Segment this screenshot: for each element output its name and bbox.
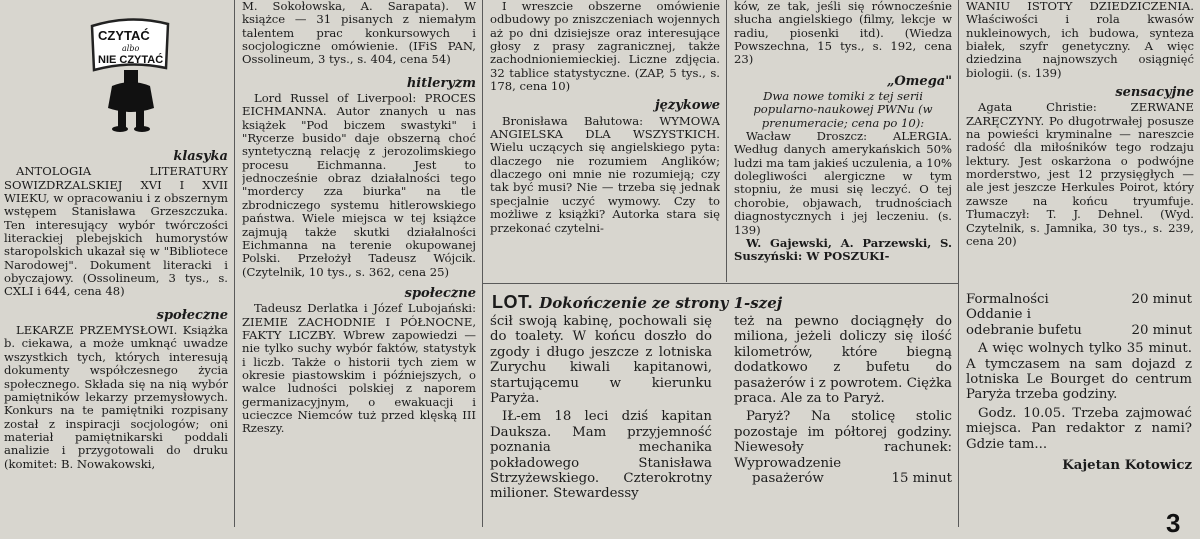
omega-intro: Dwa nowe tomiki z tej serii popularno-naukowej PWNu (w prenumeracie; cena po 10): — [753, 89, 933, 130]
lot-paragraph: Godz. 10.05. Trzeba zajmować miejsca. Pan redaktor z nami? Gdzie tam... — [966, 405, 1192, 452]
column-rule — [958, 0, 959, 527]
category-omega: „Omega" — [886, 73, 952, 89]
lot-paragraph: ścił swoją kabinę, pochowali się do toalety. W końcu doszło do zgody i długo jeszcze z lotniska Zurychu kiwali kapitanowi, startującemu w kierunku Paryża. — [490, 314, 712, 407]
lot-paragraph: IŁ-em 18 leci dziś kapitan Dauksza. Mam przyjemność poznania mechanika pokładowego Stanisława Strzyżewskiego. Czterokrotny milioner. Stewardessy — [490, 409, 712, 502]
review-continuation-5: WANIU ISTOTY DZIEDZICZENIA. Właściwości i rola kwasów nukleinowych, ich budowa, synteza białek, szyfr genetyczny. A więc dziedzina najnowszych osiągnięć biologii. (s. 139) — [966, 0, 1194, 80]
review-continuation-3: I wreszcie obszerne omówienie odbudowy po zniszczeniach wojennych aż po dni dzisiejsze oraz interesujące głosy z prasy zagranicznej, także zachodnioniemieckiej. Liczne zdjęcia. 32 tablice statystyczne. (ZAP, 5 tys., s. 178, cena 10) — [490, 0, 720, 94]
lot-column-1 — [490, 314, 712, 527]
review-ziemie: Tadeusz Derlatka i Józef Lubojański: ZIEMIE ZACHODNIE I PÓŁNOCNE, FAKTY LICZBY. Wbrew zapowiedzi — nie tylko suchy wybór faktów, statystyk i liczb. Także o historii tych ziem w okresie piastowskim i późniejszych, o walce ludności polskiej z naporem germanizacyjnym, o ewakuacji i ucieczce Niemców tuż przed klęską III Rzeszy. — [242, 301, 476, 436]
page-number: 3 — [1166, 508, 1181, 538]
section-rule — [482, 283, 959, 284]
review-alergia: Wacław Droszcz: ALERGIA. Według danych amerykańskich 50% ludzi ma tam jakieś uczulenia, a 10% dolegliwości alergiczne w tym stopniu, że musi się leczyć. O tej chorobie, objawach, trudnościach diagnostycznych i jej leczeniu. (s. 139) — [734, 129, 952, 237]
lot-title: LOT. — [492, 292, 533, 312]
lot-time-row — [966, 292, 1192, 307]
review-lekarze: LEKARZE PRZEMYSŁOWI. Książka b. ciekawa, a może umknąć uwadze wszystkich tych, których interesują dokumenty współczesnego życia społecznego. Składa się na nią wybór pamiętników lekarzy przemysłowych. Konkurs na te pamiętniki rozpisany został z inspiracji socjologów; oni materiał pamiętnikarski poddali analizie i przygotowali do druku (komitet: B. Nowakowski, — [4, 323, 228, 471]
column-1 — [4, 0, 228, 527]
lot-column-2 — [734, 314, 952, 527]
lot-time-value: 15 minut — [891, 471, 952, 487]
review-wymowa: Bronisława Bałutowa: WYMOWA ANGIELSKA DLA WSZYSTKICH. Wielu uczących się angielskiego pyta: dlaczego nie rozumiem Anglików; dlaczego oni mnie nie rozumieją; czy tak być musi? Nie — trzeba się jednak specjalnie uczyć wymowy. Czy to możliwe z książki? Autorka stara się przekonać czytelni- — [490, 113, 720, 235]
lot-time-row — [734, 471, 952, 486]
column-2 — [242, 0, 476, 527]
review-continuation: M. Sokołowska, A. Sarapata). W książce — 31 pisanych z niemałym talentem prac konkursowych i socjologiczne omówienie. (IFiS PAN, Ossolineum, 3 tys., s. 404, cena 54) — [242, 0, 476, 67]
logo-text-nie-czytac: NIE CZYTAĆ — [98, 54, 164, 66]
lot-time-row — [966, 307, 1192, 338]
column-3 — [490, 0, 720, 282]
lot-paragraph: też na pewno dociągnęły do miliona, jeżeli doliczy się ilość kilometrów, które biegną dodatkowo z bufetu do pasażerów i z powrotem. Ciężka praca. Ale za to Paryż. — [734, 314, 952, 407]
lot-article-header — [492, 292, 962, 314]
lot-time-label: pasażerów — [752, 471, 824, 487]
lot-time-value: 20 minut — [1131, 292, 1192, 307]
lot-column-3 — [966, 292, 1192, 527]
category-spoleczne-2: społeczne — [404, 285, 476, 301]
review-eichmann: Lord Russel of Liverpool: PROCES EICHMANNA. Autor znanych u nas książek "Pod biczem swastyki" i "Rycerze busido" daje obszerną choć syntetyczną relację z jerozolimskiego procesu Eichmanna. Jest to jednocześnie obraz działalności tego "mordercy zza biurka" na tle zbrodniczego systemu hitlerowskiego państwa. Wiele miejsca w tej książce zajmują także skutki działalności Eichmanna na terenie okupowanej Polski. Przełożył Tadeusz Wójcik. (Czytelnik, 10 tys., s. 362, cena 25) — [242, 91, 476, 279]
lot-paragraph: A więc wolnych tylko 35 minut. A tymczasem na sam dojazd z lotniska Le Bourget do centrum Paryża trzeba godziny. — [966, 341, 1192, 403]
lot-time-label: Formalności — [966, 292, 1049, 307]
lot-time-value: 20 minut — [1131, 322, 1192, 338]
lot-continued-label: Dokończenie ze strony 1-szej — [539, 294, 783, 312]
category-hitleryzm: hitleryzm — [406, 75, 476, 91]
column-4 — [734, 0, 952, 282]
review-continuation-4: ków, ze tak, jeśli się równocześnie słucha angielskiego (filmy, lekcje w radiu, piosenki itd). (Wiedza Powszechna, 15 tys., s. 192, cena 23) — [734, 0, 952, 67]
category-klasyka: klasyka — [173, 149, 228, 164]
lot-paragraph: Paryż? Na stolicę stolic pozostaje im półtorej godziny. Niewesoły rachunek: Wyprowadzenie — [734, 409, 952, 471]
category-sensacyjne: sensacyjne — [1115, 85, 1194, 101]
column-rule — [482, 0, 483, 527]
logo-text-albo: albo — [122, 44, 140, 53]
category-jezykowe: językowe — [654, 98, 720, 114]
column-rule — [726, 0, 727, 282]
review-antologia: ANTOLOGIA LITERATURY SOWIZDRZALSKIEJ XVI I XVII WIEKU, w opracowaniu i z obszernym wstępem Stanisława Grzeszczuka. Ten interesujący wybór twórczości literackiej plebejskich humorystów staropolskich ukazał się w "Bibliotece Narodowej". Dokument literacki i obyczajowy. (Ossolineum, 3 tys., s. CXLI i 644, cena 48) — [4, 164, 228, 299]
lot-time-label: Oddanie i odebranie bufetu — [966, 307, 1082, 338]
category-spoleczne: społeczne — [156, 307, 228, 323]
logo-text-czytac: CZYTAĆ — [98, 28, 150, 43]
column-5 — [966, 0, 1194, 282]
article-author: Kajetan Kotowicz — [1062, 458, 1192, 474]
review-poszuki: W. Gajewski, A. Parzewski, S. Suszyński: W POSZUKI- — [734, 235, 952, 264]
review-zareczyny: Agata Christie: ZERWANE ZARĘCZYNY. Po długotrwałej posusze na powieści kryminalne — nareszcie radość dla miłośników tego rodzaju lektury. Jest oskarżona o podwójne morderstwo, jest 12 przysięgłych — ale jest jeszcze Herkules Poirot, który zawsze na końcu tryumfuje. Tłumaczył: T. J. Dehnel. (Wyd. Czytelnik, s. Jamnika, 30 tys., s. 239, cena 20) — [966, 100, 1194, 248]
column-rule — [234, 0, 235, 527]
